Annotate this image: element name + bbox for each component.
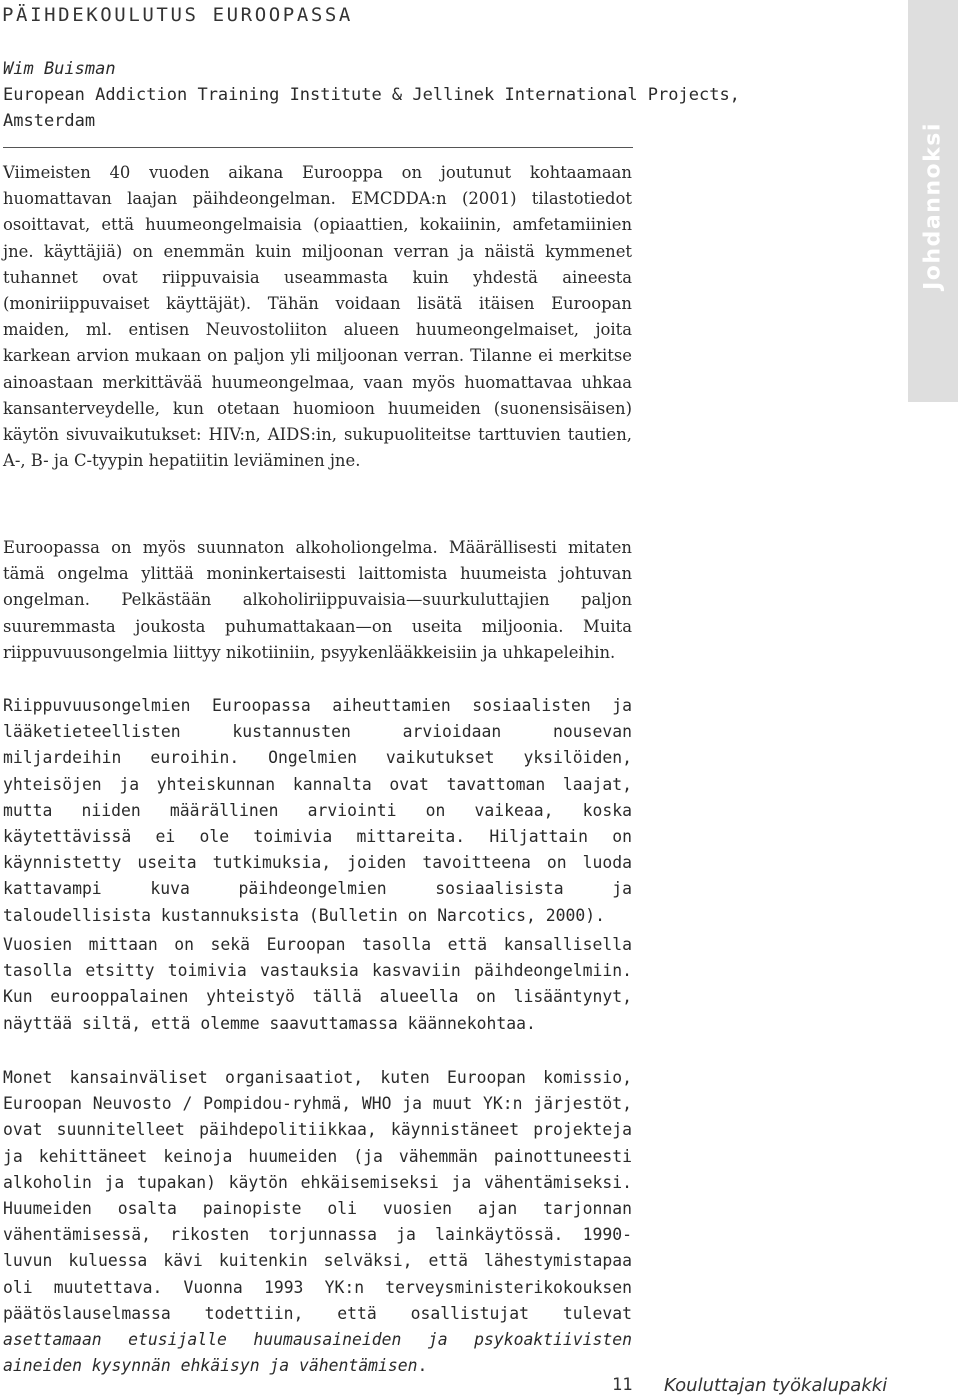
section-side-tab-label: Johdannoksi xyxy=(920,122,946,290)
page-header-title: PÄIHDEKOULUTUS EUROOPASSA xyxy=(2,4,353,26)
header-divider xyxy=(3,147,633,148)
body-paragraph-5 xyxy=(3,1065,632,1379)
author-name: Wim Buisman xyxy=(3,59,116,79)
author-affiliation: European Addiction Training Institute & Jellinek International Projects, xyxy=(3,85,740,105)
body-paragraph-4: Vuosien mittaan on sekä Euroopan tasolla että kansallisella tasolla etsitty toimivia vastauksia kasvaviin päihdeongelmiin. Kun eurooppalainen yhteistyö tällä alueella on lisääntynyt, näyttää siltä, että olemme saavuttamassa käännekohtaa. xyxy=(3,935,632,1033)
body-paragraph-5-emphasis: asettamaan etusijalle huumausaineiden ja psykoaktiivisten aineiden kysynnän ehkäisyn ja vähentämisen xyxy=(3,1330,632,1376)
body-paragraph-1: Viimeisten 40 vuoden aikana Eurooppa on joutunut kohtaamaan huomattavan laajan päihdeongelman. EMCDDA:n (2001) tilastotiedot osoittavat, että huumeongelmaisia (opiaattien, kokaiinin, amfetamiinien jne. käyttäjiä) on enemmän kuin miljoonan verran ja näistä kymmenet tuhannet ovat riippuvaisia useammasta kuin yhdestä aineesta (moniriippuvaiset käyttäjät). Tähän voidaan lisätä itäisen Euroopan maiden, ml. entisen Neuvostoliiton alueen huumeongelmaiset, joita karkean arvion mukaan on paljon yli miljoonan verran. Tilanne ei merkitse ainoastaan merkittävää huumeongelmaa, vaan myös huomattavaa uhkaa kansanterveydelle, kun otetaan huomioon huumeiden (suonensisäisen) käytön sivuvaikutukset: HIV:n, AIDS:in, sukupuoliteitse tarttuvien tautien, A-, B- ja C-tyypin hepatiitin leviäminen jne. xyxy=(3,163,632,471)
body-paragraph-5-text: Monet kansainväliset organisaatiot, kuten Euroopan komissio, Euroopan Neuvosto / Pompidou-ryhmä, WHO ja muut YK:n järjestöt, ovat suunnitelleet päihdepolitiikkaa, käynnistäneet projekteja ja kehittäneet keinoja huumeiden (ja vähemmän painottuneesti alkoholin ja tupakan) käytön ehkäisemiseksi ja vähentämiseksi. Huumeiden osalta painopiste oli vuosien ajan tarjonnan vähentämisessä, rikosten torjunnassa ja lainkäytössä. 1990-luvun kuluessa kävi kuitenkin selväksi, että lähestymistapaa oli muutettava. Vuonna 1993 YK:n terveysministerikokouksen päätöslauselmassa todettiin, että osallistujat tulevat xyxy=(3,1068,632,1323)
author-affiliation-city: Amsterdam xyxy=(3,111,96,131)
section-side-tab xyxy=(908,0,958,402)
body-paragraph-2: Euroopassa on myös suunnaton alkoholiongelma. Määrällisesti mitaten tämä ongelma ylittää moninkertaisesti laittomista huumeista johtuvan ongelman. Pelkästään alkoholiriippuvaisia—suurkuluttajien paljon suuremmasta joukosta puhumattakaan—on useita miljoonia. Muita riippuvuusongelmia liittyy nikotiiniin, psyykenlääkkeisiin ja uhkapeleihin. xyxy=(3,538,632,662)
body-paragraph-5-end: . xyxy=(417,1356,428,1376)
author-block xyxy=(3,56,740,134)
footer-book-title: Kouluttajan työkalupakki xyxy=(664,1375,888,1396)
page-number: 11 xyxy=(612,1375,633,1395)
body-paragraph-3: Riippuvuusongelmien Euroopassa aiheuttamien sosiaalisten ja lääketieteellisten kustannusten arvioidaan nousevan miljardeihin euroihin. Ongelmien vaikutukset yksilöiden, yhteisöjen ja yhteiskunnan kannalta ovat tavattoman laajat, mutta niiden määrällinen arviointi on vaikeaa, koska käytettävissä ei ole toimivia mittareita. Hiljattain on käynnistetty useita tutkimuksia, joiden tavoitteena on luoda kattavampi kuva päihdeongelmien sosiaalisista ja taloudellisista kustannuksista (Bulletin on Narcotics, 2000). xyxy=(3,696,632,925)
